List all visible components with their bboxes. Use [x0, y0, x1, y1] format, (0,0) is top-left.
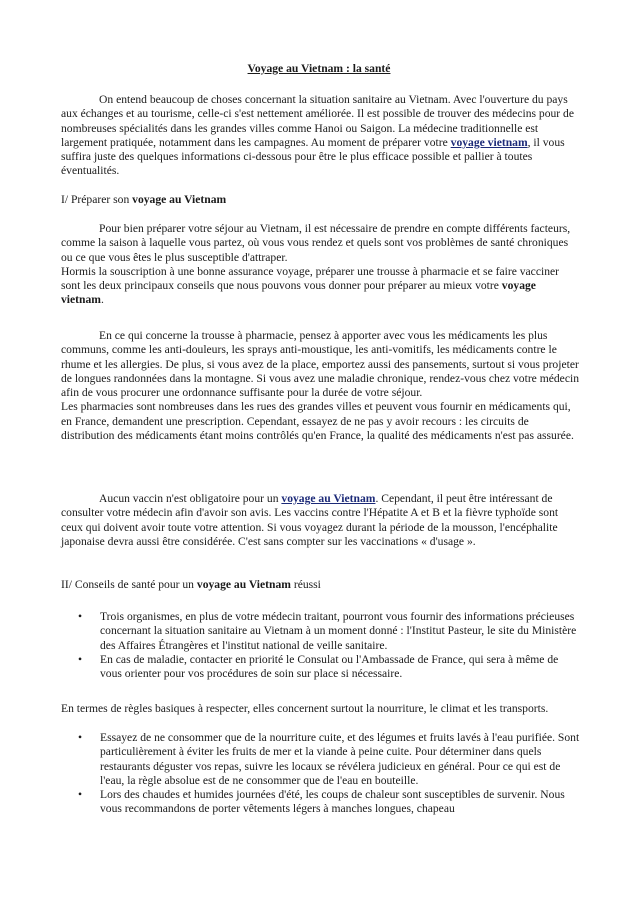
- intro-text-end: , il vous suffira juste des quelques informations ci-dessous pour être le plus efficace possible et pallier à toutes éventualités.: [61, 135, 565, 178]
- vaccine-text-end: . Cependant, il peut être intéressant de consulter votre médecin afin d'avoir son avis. Les vaccins contre l'Hépatite A et B et la fièvre typhoïde sont ceux qui doivent avoir toute votre attention. Si vous voyagez durant la période de la mousson, l'encéphalite japonaise devra aussi être considérée. C'est sans compter sur les vaccinations « d'usage ».: [61, 492, 559, 548]
- list-item: [61, 653, 581, 682]
- list-item: [61, 731, 581, 788]
- info-bullets: [61, 610, 581, 681]
- intro-paragraph: [61, 93, 581, 179]
- list-item: [61, 610, 581, 653]
- bullet-icon: •: [78, 731, 83, 744]
- section-2-heading-prefix: II/ Conseils de santé pour un: [61, 578, 197, 591]
- section-1-paragraph-3: En ce qui concerne la trousse à pharmacie, pensez à apporter avec vous les médicaments les plus communs, comme les anti-douleurs, les sprays anti-moustique, les anti-vomitifs, les médicaments contre le rhume et les allergies. De plus, si vous avez de la place, emportez aussi des pansements, surtout si vous projeter de longues randonnées dans la montagne. Si vous avez une maladie chronique, rendez-vous chez votre médecin afin de vous procurer une ordonnance suffisante pour la durée de votre séjour.: [61, 329, 579, 400]
- rules-bullet-list: [61, 731, 581, 817]
- voyage-vietnam-link[interactable]: voyage vietnam: [450, 135, 528, 149]
- section-2-heading-keyword: voyage au Vietnam: [196, 578, 291, 591]
- section-1-paragraph-2-keyword: voyage vietnam: [61, 279, 536, 307]
- list-item-text: En cas de maladie, contacter en priorité le Consulat ou l'Ambassade de France, qui sera à même de vous orienter pour vos procédures de soin sur place si nécessaire.: [100, 652, 559, 681]
- section-2-heading-suffix: réussi: [290, 578, 321, 591]
- voyage-au-vietnam-link[interactable]: voyage au Vietnam: [281, 492, 376, 505]
- list-item-text: Lors des chaudes et humides journées d'été, les coups de chaleur sont susceptibles de survenir. Nous vous recommandons de porter vêtements légers à manches longues, chapeau: [100, 788, 565, 816]
- section-1-intro: [61, 222, 581, 308]
- list-item-text: Essayez de ne consommer que de la nourriture cuite, et des légumes et fruits lavés à l'eau purifiée. Sont particulièrement à éviter les fruits de mer et la viande à peine cuite. Pour déterminer dans quels restaurants déguster vos repas, suivre les locaux se révélera judicieux en général. Pour ce qui est de l'eau, la règle absolue est de ne consommer que de l'eau en bouteille.: [100, 731, 580, 787]
- section-1-heading: [61, 193, 581, 207]
- section-1-paragraph-1: Pour bien préparer votre séjour au Vietnam, il est nécessaire de prendre en compte différents facteurs, comme la saison à laquelle vous partez, où vous vous rendez et quels sont vos problèmes de santé chroniques ou ce que vous êtes le plus susceptible d'attraper.: [61, 222, 571, 264]
- rules-bullets: [61, 731, 581, 817]
- list-item: [61, 788, 581, 817]
- vaccine-paragraph: [61, 492, 581, 549]
- info-bullet-list: [61, 610, 581, 681]
- pharmacy-block: [61, 329, 581, 443]
- vaccine-text: Aucun vaccin n'est obligatoire pour un: [99, 492, 282, 505]
- intro-text: On entend beaucoup de choses concernant la situation sanitaire au Vietnam. Avec l'ouverture du pays aux échanges et au tourisme, celle-ci s'est nettement améliorée. Il est possible de trouver des médecins pour de nombreuses spécialités dans les grandes villes comme Hanoi ou Saigon. La médecine traditionnelle est largement pratiquée, notamment dans les campagnes. Au moment de préparer votre: [61, 93, 574, 149]
- section-1-paragraph-2: [61, 265, 581, 308]
- section-1-heading-keyword: voyage au Vietnam: [132, 193, 227, 206]
- rules-intro: [61, 702, 581, 716]
- section-2-heading: [61, 578, 581, 592]
- bullet-icon: •: [78, 610, 83, 623]
- bullet-icon: •: [78, 652, 83, 666]
- section-1-paragraph-2-text: Hormis la souscription à une bonne assurance voyage, préparer une trousse à pharmacie et se faire vacciner sont les deux principaux conseils que nous pouvons vous donner pour préparer au mieux votre: [61, 264, 559, 293]
- rules-intro-text: En termes de règles basiques à respecter, elles concernent surtout la nourriture, le climat et les transports.: [61, 702, 549, 715]
- bullet-icon: •: [78, 788, 83, 802]
- section-1-paragraph-2-end: .: [100, 293, 104, 307]
- list-item-text: Trois organismes, en plus de votre médecin traitant, pourront vous fournir des informations précieuses concernant la situation sanitaire au Vietnam à un moment donné : l'Institut Pasteur, le site du Ministère des Affaires Étrangères et l'institut national de veille sanitaire.: [100, 610, 577, 652]
- page-title: Voyage au Vietnam : la santé: [247, 62, 391, 75]
- section-1-heading-prefix: I/ Préparer son: [61, 193, 133, 206]
- section-1-paragraph-4: Les pharmacies sont nombreuses dans les rues des grandes villes et peuvent vous fournir en médicaments qui, en France, demandent une prescription. Cependant, essayez de ne pas y avoir recours : les circuits de distribution des médicaments étant moins contrôlés qu'en France, la qualité des médicaments n'est pas assurée.: [61, 400, 574, 443]
